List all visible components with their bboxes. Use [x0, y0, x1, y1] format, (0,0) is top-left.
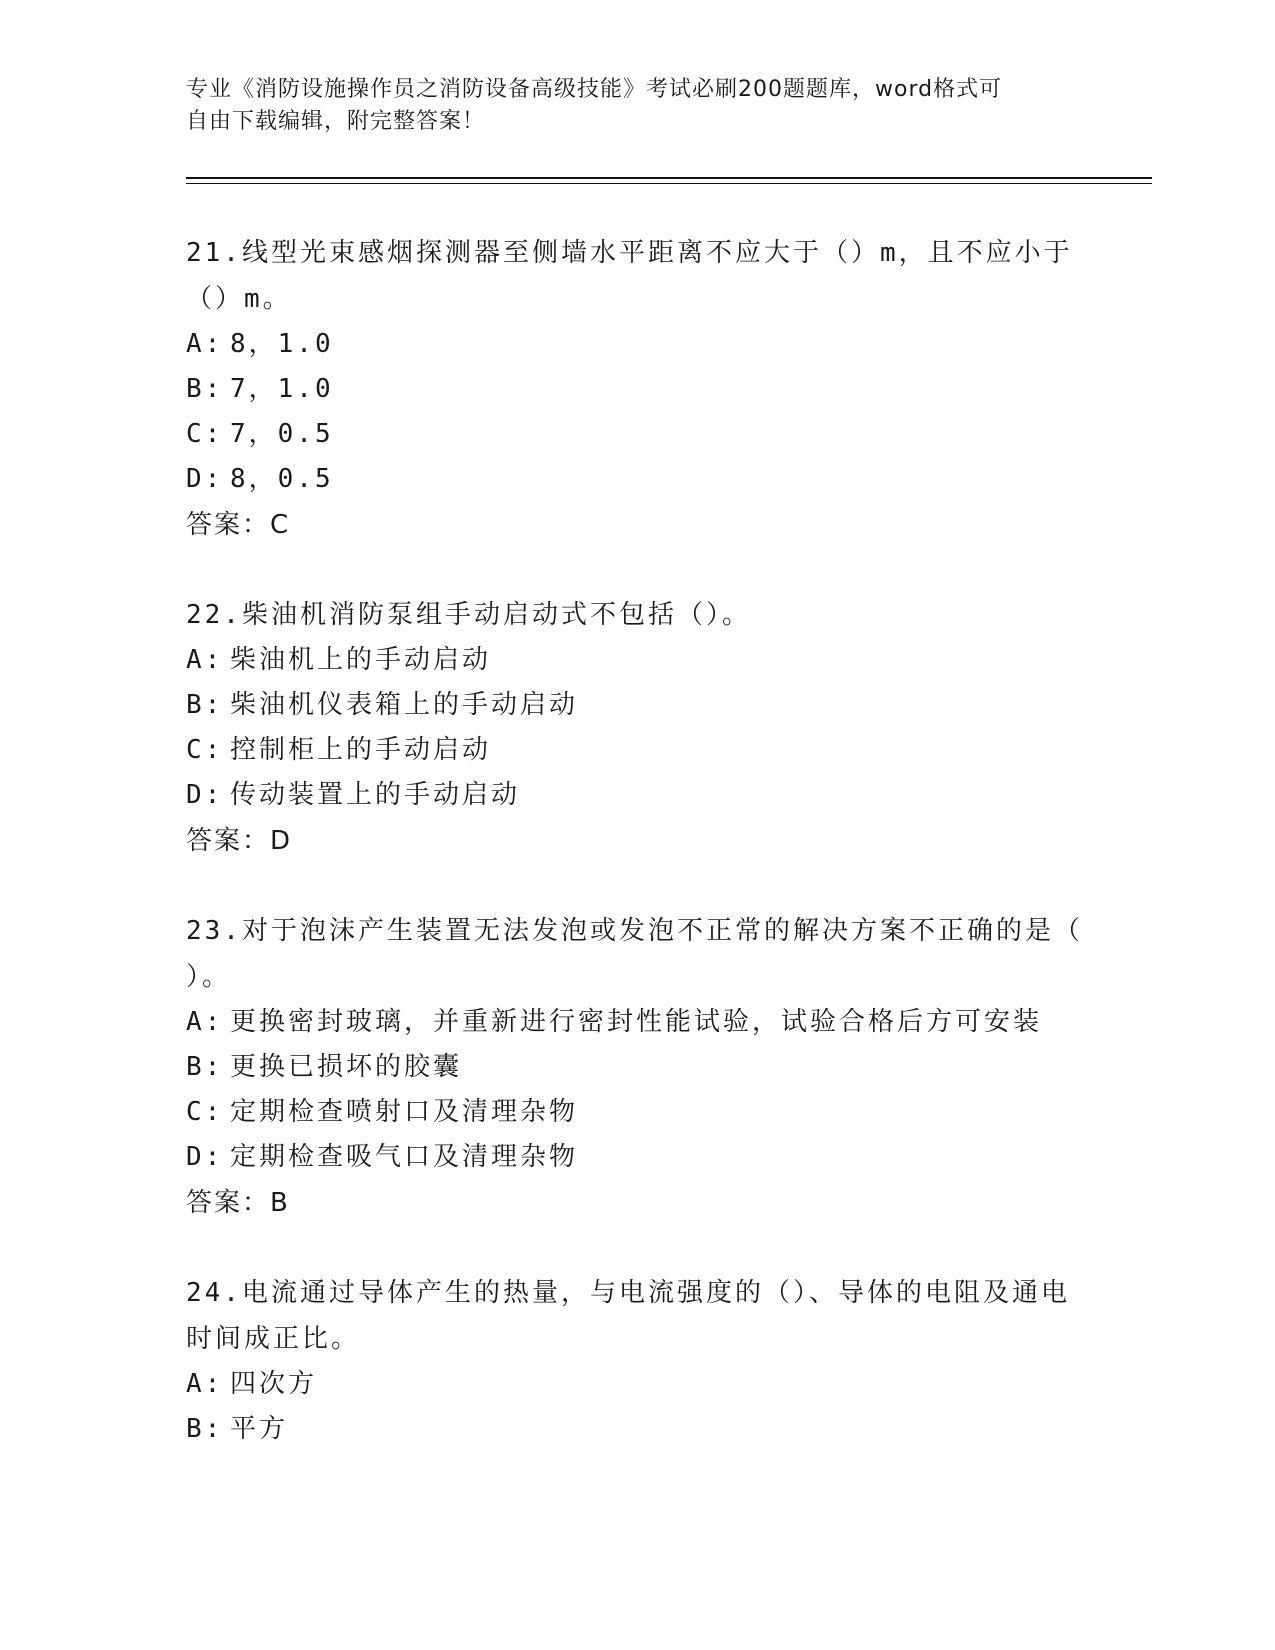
option-key: D:: [186, 780, 224, 810]
question-22: [186, 592, 1086, 864]
header-line-1: 专业《消防设施操作员之消防设备高级技能》考试必刷200题题库，word格式可: [186, 77, 1003, 102]
option-key: A:: [186, 645, 224, 675]
question-stem-line: 24.电流通过导体产生的热量，与电流强度的（）、导体的电阻及通电: [186, 1278, 1070, 1308]
option-b: [186, 683, 1086, 728]
option-key: D:: [186, 464, 224, 494]
option-a: [186, 1000, 1086, 1045]
option-key: A:: [186, 1007, 224, 1037]
option-text: 7，0.5: [230, 419, 334, 449]
option-text: 更换已损坏的胶囊: [230, 1052, 463, 1082]
answer-line: 答案：B: [186, 1188, 290, 1218]
option-key: C:: [186, 735, 224, 765]
option-key: B:: [186, 374, 224, 404]
option-c: [186, 412, 1086, 457]
question-list: [186, 230, 1086, 1496]
option-b: [186, 1407, 1086, 1452]
option-text: 8，0.5: [230, 464, 334, 494]
option-key: B:: [186, 1414, 224, 1444]
question-21: [186, 230, 1086, 548]
option-key: D:: [186, 1142, 224, 1172]
option-text: 8，1.0: [230, 329, 334, 359]
header-divider-thin: [186, 183, 1152, 184]
option-d: [186, 773, 1086, 818]
answer-line: 答案：D: [186, 826, 293, 856]
question-stem-line: （）m。: [186, 284, 292, 314]
option-c: [186, 1090, 1086, 1135]
option-key: B:: [186, 1052, 224, 1082]
question-stem-line: 23.对于泡沫产生装置无法发泡或发泡不正常的解决方案不正确的是（: [186, 916, 1083, 946]
document-header: [186, 74, 1066, 138]
option-text: 控制柜上的手动启动: [230, 735, 492, 765]
option-d: [186, 1135, 1086, 1180]
option-a: [186, 322, 1086, 367]
option-a: [186, 638, 1086, 683]
option-a: [186, 1362, 1086, 1407]
option-c: [186, 728, 1086, 773]
option-key: C:: [186, 419, 224, 449]
question-24: [186, 1270, 1086, 1452]
option-text: 7，1.0: [230, 374, 334, 404]
option-text: 传动装置上的手动启动: [230, 780, 521, 810]
option-d: [186, 457, 1086, 502]
answer-line: 答案：C: [186, 510, 291, 540]
option-text: 更换密封玻璃，并重新进行密封性能试验，试验合格后方可安装: [230, 1007, 1043, 1037]
option-text: 四次方: [230, 1369, 318, 1399]
question-stem-line: ）。: [186, 962, 232, 992]
option-text: 平方: [230, 1414, 289, 1444]
header-line-2: 自由下载编辑，附完整答案！: [186, 109, 486, 134]
header-divider-thick: [186, 177, 1152, 179]
option-text: 柴油机上的手动启动: [230, 645, 492, 675]
option-b: [186, 1045, 1086, 1090]
option-key: B:: [186, 690, 224, 720]
option-text: 定期检查喷射口及清理杂物: [230, 1097, 579, 1127]
question-stem-line: 22.柴油机消防泵组手动启动式不包括（）。: [186, 600, 751, 630]
option-b: [186, 367, 1086, 412]
question-23: [186, 908, 1086, 1226]
option-key: C:: [186, 1097, 224, 1127]
option-key: A:: [186, 1369, 224, 1399]
option-text: 定期检查吸气口及清理杂物: [230, 1142, 579, 1172]
option-text: 柴油机仪表箱上的手动启动: [230, 690, 579, 720]
option-key: A:: [186, 329, 224, 359]
question-stem-line: 21.线型光束感烟探测器至侧墙水平距离不应大于（）m，且不应小于: [186, 238, 1073, 268]
question-stem-line: 时间成正比。: [186, 1324, 361, 1354]
